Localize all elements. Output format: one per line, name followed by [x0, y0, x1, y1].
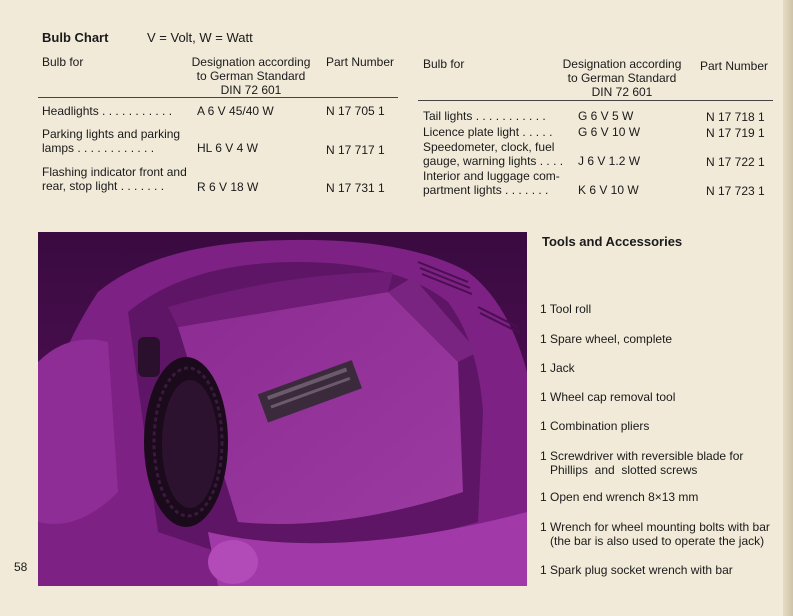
right-row-designation: G 6 V 5 W — [578, 109, 634, 123]
tool-item: 1 Spark plug socket wrench with bar — [540, 563, 733, 577]
right-header-rule — [418, 100, 773, 101]
left-header-rule — [38, 97, 398, 98]
tool-item: 1 Tool roll — [540, 302, 592, 316]
right-row-designation: J 6 V 1.2 W — [578, 154, 641, 168]
tool-item: 1 Wrench for wheel mounting bolts with bar — [540, 520, 770, 534]
bulb-chart-title: Bulb Chart — [42, 30, 109, 45]
luggage-compartment-photo — [38, 232, 527, 586]
tool-item: 1 Jack — [540, 361, 575, 375]
right-row-label-cont: gauge, warning lights . . . . — [423, 154, 564, 168]
right-row-part: N 17 719 1 — [706, 126, 765, 140]
tool-item: 1 Screwdriver with reversible blade for — [540, 449, 744, 463]
right-row-label: Tail lights . . . . . . . . . . . — [423, 109, 546, 123]
designation-line1: Designation according — [191, 55, 311, 69]
left-row-label-cont: rear, stop light . . . . . . . — [42, 179, 165, 193]
tool-item: 1 Combination pliers — [540, 419, 650, 433]
units-legend: V = Volt, W = Watt — [147, 30, 253, 45]
left-col-designation — [186, 55, 316, 97]
book-spine-edge — [783, 0, 793, 616]
luggage-compartment-illustration — [38, 232, 527, 586]
designation-line2: to German Standard — [196, 69, 306, 83]
right-col-designation — [557, 57, 687, 99]
left-row-part: N 17 731 1 — [326, 181, 385, 195]
left-col-part-number: Part Number — [326, 55, 395, 69]
right-row-designation: G 6 V 10 W — [578, 125, 641, 139]
left-row-label: Parking lights and parking — [42, 127, 181, 141]
left-row-label-cont: lamps . . . . . . . . . . . . — [42, 141, 155, 155]
right-row-label: Licence plate light . . . . . — [423, 125, 553, 139]
tool-item: 1 Open end wrench 8×13 mm — [540, 490, 699, 504]
tools-title: Tools and Accessories — [542, 234, 683, 249]
left-row-label: Headlights . . . . . . . . . . . — [42, 104, 173, 118]
right-row-part: N 17 723 1 — [706, 184, 765, 198]
designation-line2: to German Standard — [567, 71, 677, 85]
right-row-label: Interior and luggage com- — [423, 169, 560, 183]
right-row-part: N 17 722 1 — [706, 155, 765, 169]
designation-line1: Designation according — [562, 57, 682, 71]
left-row-designation: A 6 V 45/40 W — [197, 104, 274, 118]
left-row-part: N 17 717 1 — [326, 143, 385, 157]
left-col-bulb-for: Bulb for — [42, 55, 84, 69]
right-col-part-number: Part Number — [700, 59, 769, 73]
tool-item: 1 Wheel cap removal tool — [540, 390, 676, 404]
tool-item-cont: (the bar is also used to operate the jack) — [540, 534, 765, 548]
left-row-part: N 17 705 1 — [326, 104, 385, 118]
right-row-label-cont: partment lights . . . . . . . — [423, 183, 549, 197]
page-number: 58 — [14, 560, 28, 574]
right-row-label: Speedometer, clock, fuel — [423, 140, 555, 154]
left-row-designation: R 6 V 18 W — [197, 180, 259, 194]
designation-line3: DIN 72 601 — [591, 85, 653, 99]
right-col-bulb-for: Bulb for — [423, 57, 465, 71]
left-row-designation: HL 6 V 4 W — [197, 141, 258, 155]
tool-item: 1 Spare wheel, complete — [540, 332, 673, 346]
right-row-part: N 17 718 1 — [706, 110, 765, 124]
right-row-designation: K 6 V 10 W — [578, 183, 639, 197]
left-row-label: Flashing indicator front and — [42, 165, 187, 179]
designation-line3: DIN 72 601 — [220, 83, 282, 97]
tool-item-cont: Phillips and slotted screws — [540, 463, 698, 477]
